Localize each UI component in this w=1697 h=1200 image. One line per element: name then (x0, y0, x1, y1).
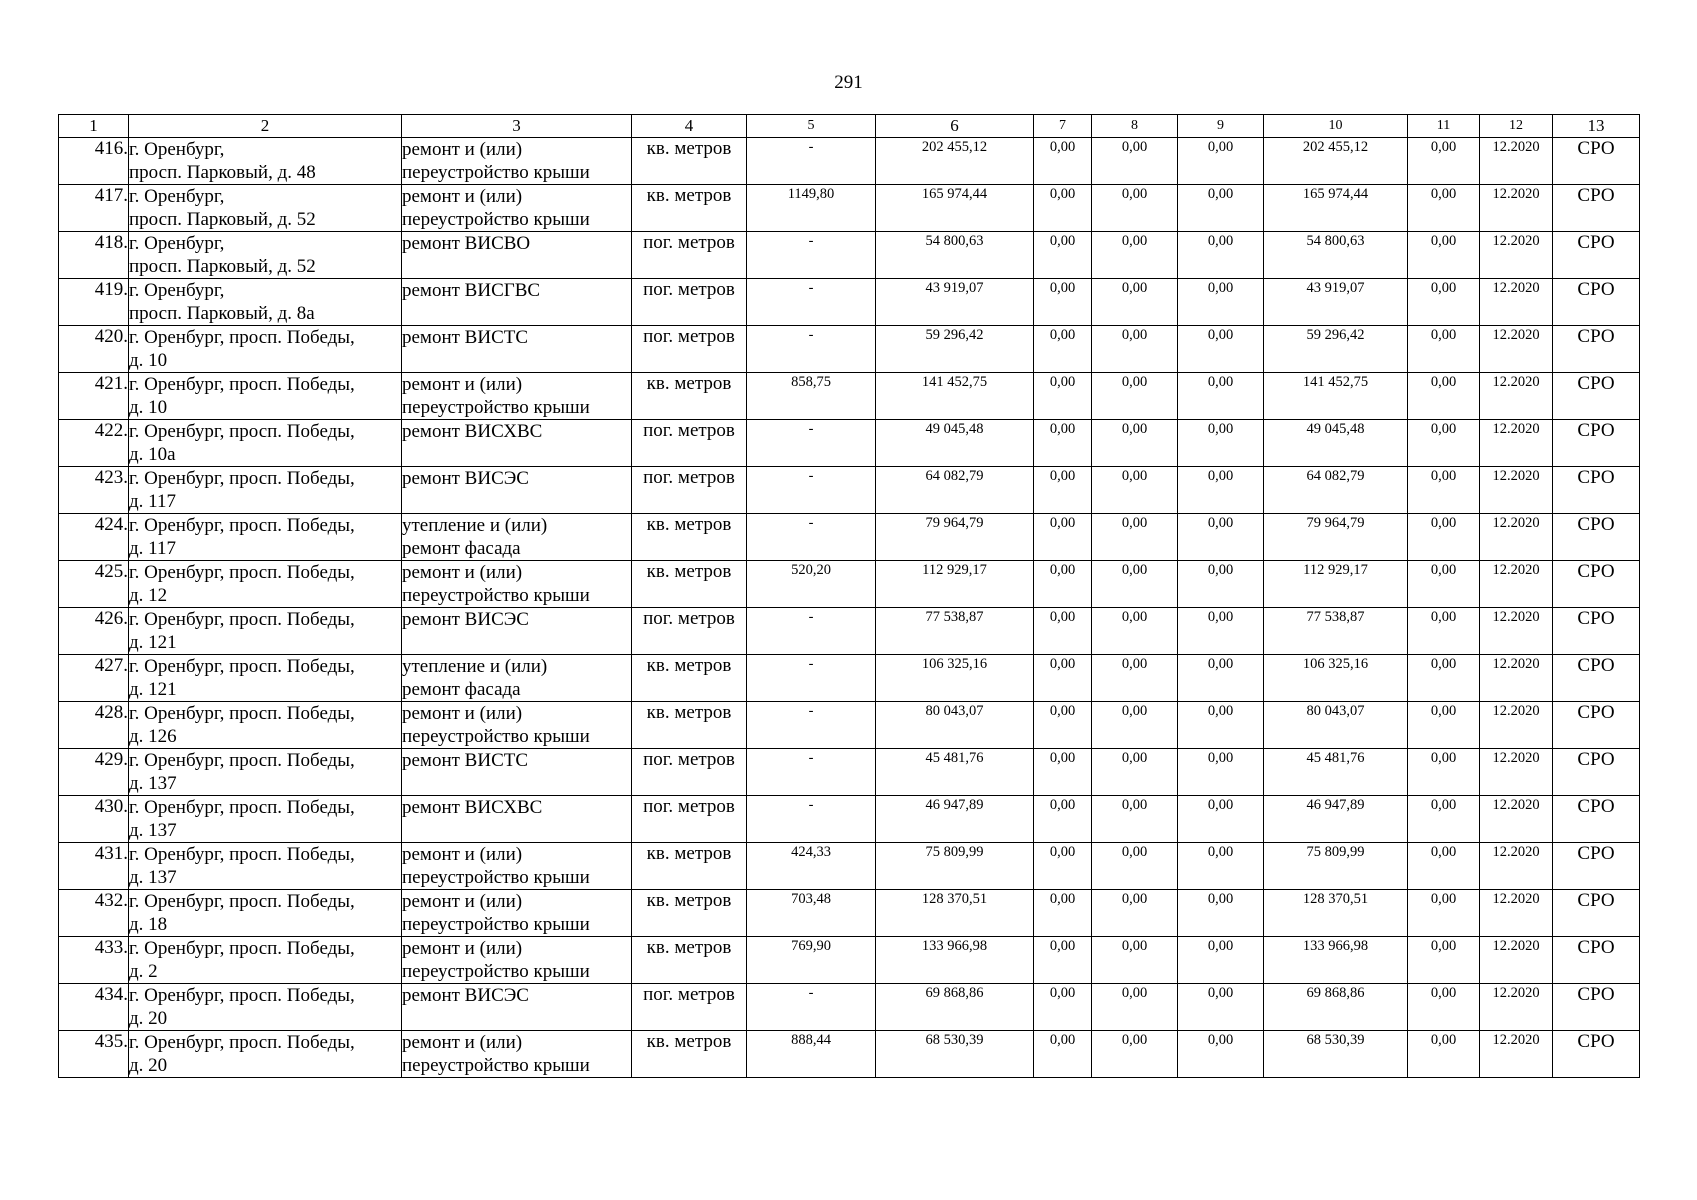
deadline-cell: 12.2020 (1480, 749, 1553, 796)
table-row (59, 561, 1640, 608)
col9-cell: 0,00 (1178, 749, 1264, 796)
col11-cell: 0,00 (1408, 326, 1480, 373)
col9-cell: 0,00 (1178, 984, 1264, 1031)
unit-cell: пог. метров (632, 749, 747, 796)
col10-cell: 69 868,86 (1264, 984, 1408, 1031)
work-type-cell: ремонт ВИСХВС (402, 796, 632, 843)
col8-cell: 0,00 (1092, 890, 1178, 937)
work-type-cell: ремонт ВИСТС (402, 749, 632, 796)
address-cell: г. Оренбург, просп. Победы, д. 10а (129, 420, 402, 467)
table-row (59, 138, 1640, 185)
unit-cell: кв. метров (632, 843, 747, 890)
executor-cell: СРО (1553, 749, 1640, 796)
col9-cell: 0,00 (1178, 279, 1264, 326)
volume-cell: - (747, 232, 876, 279)
col10-cell: 75 809,99 (1264, 843, 1408, 890)
volume-cell: - (747, 796, 876, 843)
col8-cell: 0,00 (1092, 843, 1178, 890)
volume-cell: - (747, 467, 876, 514)
row-number-cell: 416. (59, 138, 129, 185)
col9-cell: 0,00 (1178, 514, 1264, 561)
table-row (59, 279, 1640, 326)
address-cell: г. Оренбург, просп. Парковый, д. 8а (129, 279, 402, 326)
row-number-cell: 430. (59, 796, 129, 843)
volume-cell: 888,44 (747, 1031, 876, 1078)
col8-cell: 0,00 (1092, 749, 1178, 796)
table-row (59, 373, 1640, 420)
unit-cell: пог. метров (632, 279, 747, 326)
address-cell: г. Оренбург, просп. Победы, д. 10 (129, 326, 402, 373)
deadline-cell: 12.2020 (1480, 1031, 1553, 1078)
column-header-6: 6 (876, 115, 1034, 138)
executor-cell: СРО (1553, 890, 1640, 937)
col11-cell: 0,00 (1408, 1031, 1480, 1078)
col8-cell: 0,00 (1092, 514, 1178, 561)
col10-cell: 46 947,89 (1264, 796, 1408, 843)
volume-cell: - (747, 702, 876, 749)
col7-cell: 0,00 (1034, 749, 1092, 796)
col11-cell: 0,00 (1408, 279, 1480, 326)
executor-cell: СРО (1553, 326, 1640, 373)
volume-cell: 769,90 (747, 937, 876, 984)
executor-cell: СРО (1553, 373, 1640, 420)
col8-cell: 0,00 (1092, 984, 1178, 1031)
column-header-8: 8 (1092, 115, 1178, 138)
address-cell: г. Оренбург, просп. Победы, д. 137 (129, 749, 402, 796)
row-number-cell: 429. (59, 749, 129, 796)
table-row (59, 467, 1640, 514)
table-row (59, 232, 1640, 279)
table-row (59, 984, 1640, 1031)
row-number-cell: 434. (59, 984, 129, 1031)
cost-total-cell: 68 530,39 (876, 1031, 1034, 1078)
column-header-12: 12 (1480, 115, 1553, 138)
col7-cell: 0,00 (1034, 185, 1092, 232)
col10-cell: 64 082,79 (1264, 467, 1408, 514)
deadline-cell: 12.2020 (1480, 890, 1553, 937)
deadline-cell: 12.2020 (1480, 326, 1553, 373)
col9-cell: 0,00 (1178, 138, 1264, 185)
col11-cell: 0,00 (1408, 138, 1480, 185)
deadline-cell: 12.2020 (1480, 138, 1553, 185)
volume-cell: - (747, 655, 876, 702)
deadline-cell: 12.2020 (1480, 279, 1553, 326)
unit-cell: пог. метров (632, 420, 747, 467)
col11-cell: 0,00 (1408, 796, 1480, 843)
row-number-cell: 422. (59, 420, 129, 467)
col7-cell: 0,00 (1034, 467, 1092, 514)
deadline-cell: 12.2020 (1480, 655, 1553, 702)
col7-cell: 0,00 (1034, 420, 1092, 467)
col10-cell: 141 452,75 (1264, 373, 1408, 420)
col10-cell: 45 481,76 (1264, 749, 1408, 796)
col10-cell: 202 455,12 (1264, 138, 1408, 185)
unit-cell: кв. метров (632, 514, 747, 561)
volume-cell: - (747, 984, 876, 1031)
deadline-cell: 12.2020 (1480, 232, 1553, 279)
volume-cell: - (747, 420, 876, 467)
col9-cell: 0,00 (1178, 561, 1264, 608)
work-type-cell: ремонт ВИСГВС (402, 279, 632, 326)
work-type-cell: ремонт и (или) переустройство крыши (402, 1031, 632, 1078)
row-number-cell: 432. (59, 890, 129, 937)
col7-cell: 0,00 (1034, 984, 1092, 1031)
table-row (59, 749, 1640, 796)
col8-cell: 0,00 (1092, 796, 1178, 843)
work-type-cell: ремонт и (или) переустройство крыши (402, 561, 632, 608)
header-row (59, 115, 1640, 138)
executor-cell: СРО (1553, 561, 1640, 608)
col11-cell: 0,00 (1408, 373, 1480, 420)
address-cell: г. Оренбург, просп. Победы, д. 20 (129, 1031, 402, 1078)
row-number-cell: 417. (59, 185, 129, 232)
col11-cell: 0,00 (1408, 420, 1480, 467)
col11-cell: 0,00 (1408, 467, 1480, 514)
col8-cell: 0,00 (1092, 467, 1178, 514)
col9-cell: 0,00 (1178, 702, 1264, 749)
col10-cell: 59 296,42 (1264, 326, 1408, 373)
cost-total-cell: 54 800,63 (876, 232, 1034, 279)
unit-cell: кв. метров (632, 561, 747, 608)
work-type-cell: ремонт ВИСТС (402, 326, 632, 373)
row-number-cell: 427. (59, 655, 129, 702)
row-number-cell: 426. (59, 608, 129, 655)
cost-total-cell: 69 868,86 (876, 984, 1034, 1031)
work-type-cell: ремонт ВИСЭС (402, 984, 632, 1031)
address-cell: г. Оренбург, просп. Победы, д. 117 (129, 514, 402, 561)
work-type-cell: ремонт и (или) переустройство крыши (402, 937, 632, 984)
work-type-cell: ремонт ВИСВО (402, 232, 632, 279)
unit-cell: кв. метров (632, 373, 747, 420)
work-type-cell: ремонт ВИСЭС (402, 467, 632, 514)
work-type-cell: ремонт и (или) переустройство крыши (402, 843, 632, 890)
col7-cell: 0,00 (1034, 608, 1092, 655)
col8-cell: 0,00 (1092, 702, 1178, 749)
col11-cell: 0,00 (1408, 514, 1480, 561)
col10-cell: 106 325,16 (1264, 655, 1408, 702)
unit-cell: пог. метров (632, 608, 747, 655)
deadline-cell: 12.2020 (1480, 514, 1553, 561)
row-number-cell: 425. (59, 561, 129, 608)
cost-total-cell: 49 045,48 (876, 420, 1034, 467)
work-type-cell: ремонт и (или) переустройство крыши (402, 138, 632, 185)
executor-cell: СРО (1553, 138, 1640, 185)
volume-cell: 703,48 (747, 890, 876, 937)
column-header-11: 11 (1408, 115, 1480, 138)
col9-cell: 0,00 (1178, 937, 1264, 984)
col10-cell: 79 964,79 (1264, 514, 1408, 561)
work-type-cell: ремонт и (или) переустройство крыши (402, 702, 632, 749)
col9-cell: 0,00 (1178, 420, 1264, 467)
work-type-cell: ремонт и (или) переустройство крыши (402, 890, 632, 937)
executor-cell: СРО (1553, 796, 1640, 843)
executor-cell: СРО (1553, 655, 1640, 702)
row-number-cell: 421. (59, 373, 129, 420)
deadline-cell: 12.2020 (1480, 843, 1553, 890)
deadline-cell: 12.2020 (1480, 937, 1553, 984)
col10-cell: 77 538,87 (1264, 608, 1408, 655)
table-row (59, 185, 1640, 232)
col7-cell: 0,00 (1034, 937, 1092, 984)
unit-cell: пог. метров (632, 467, 747, 514)
col9-cell: 0,00 (1178, 1031, 1264, 1078)
col7-cell: 0,00 (1034, 279, 1092, 326)
work-type-cell: ремонт и (или) переустройство крыши (402, 185, 632, 232)
unit-cell: пог. метров (632, 232, 747, 279)
table-row (59, 514, 1640, 561)
column-header-7: 7 (1034, 115, 1092, 138)
unit-cell: пог. метров (632, 796, 747, 843)
column-header-5: 5 (747, 115, 876, 138)
table-row (59, 1031, 1640, 1078)
col7-cell: 0,00 (1034, 373, 1092, 420)
executor-cell: СРО (1553, 185, 1640, 232)
row-number-cell: 424. (59, 514, 129, 561)
address-cell: г. Оренбург, просп. Победы, д. 137 (129, 796, 402, 843)
executor-cell: СРО (1553, 984, 1640, 1031)
col7-cell: 0,00 (1034, 326, 1092, 373)
table-row (59, 420, 1640, 467)
cost-total-cell: 64 082,79 (876, 467, 1034, 514)
cost-total-cell: 141 452,75 (876, 373, 1034, 420)
deadline-cell: 12.2020 (1480, 185, 1553, 232)
col10-cell: 80 043,07 (1264, 702, 1408, 749)
cost-total-cell: 128 370,51 (876, 890, 1034, 937)
deadline-cell: 12.2020 (1480, 561, 1553, 608)
page-number: 291 (834, 72, 863, 93)
col11-cell: 0,00 (1408, 185, 1480, 232)
executor-cell: СРО (1553, 937, 1640, 984)
col11-cell: 0,00 (1408, 984, 1480, 1031)
table-row (59, 655, 1640, 702)
row-number-cell: 431. (59, 843, 129, 890)
col9-cell: 0,00 (1178, 608, 1264, 655)
col8-cell: 0,00 (1092, 1031, 1178, 1078)
volume-cell: 424,33 (747, 843, 876, 890)
col8-cell: 0,00 (1092, 185, 1178, 232)
address-cell: г. Оренбург, просп. Победы, д. 137 (129, 843, 402, 890)
volume-cell: 520,20 (747, 561, 876, 608)
executor-cell: СРО (1553, 1031, 1640, 1078)
executor-cell: СРО (1553, 232, 1640, 279)
cost-total-cell: 75 809,99 (876, 843, 1034, 890)
col9-cell: 0,00 (1178, 326, 1264, 373)
col10-cell: 112 929,17 (1264, 561, 1408, 608)
table-row (59, 843, 1640, 890)
cost-total-cell: 79 964,79 (876, 514, 1034, 561)
cost-total-cell: 45 481,76 (876, 749, 1034, 796)
address-cell: г. Оренбург, просп. Победы, д. 121 (129, 655, 402, 702)
col7-cell: 0,00 (1034, 655, 1092, 702)
address-cell: г. Оренбург, просп. Победы, д. 126 (129, 702, 402, 749)
col8-cell: 0,00 (1092, 608, 1178, 655)
col11-cell: 0,00 (1408, 749, 1480, 796)
executor-cell: СРО (1553, 279, 1640, 326)
col11-cell: 0,00 (1408, 890, 1480, 937)
unit-cell: кв. метров (632, 185, 747, 232)
column-header-9: 9 (1178, 115, 1264, 138)
table-row (59, 890, 1640, 937)
address-cell: г. Оренбург, просп. Победы, д. 18 (129, 890, 402, 937)
col9-cell: 0,00 (1178, 655, 1264, 702)
col8-cell: 0,00 (1092, 326, 1178, 373)
deadline-cell: 12.2020 (1480, 420, 1553, 467)
address-cell: г. Оренбург, просп. Победы, д. 117 (129, 467, 402, 514)
column-header-4: 4 (632, 115, 747, 138)
cost-total-cell: 46 947,89 (876, 796, 1034, 843)
executor-cell: СРО (1553, 608, 1640, 655)
col8-cell: 0,00 (1092, 138, 1178, 185)
deadline-cell: 12.2020 (1480, 467, 1553, 514)
unit-cell: кв. метров (632, 138, 747, 185)
col10-cell: 165 974,44 (1264, 185, 1408, 232)
unit-cell: кв. метров (632, 937, 747, 984)
unit-cell: пог. метров (632, 984, 747, 1031)
cost-total-cell: 112 929,17 (876, 561, 1034, 608)
col10-cell: 133 966,98 (1264, 937, 1408, 984)
col8-cell: 0,00 (1092, 561, 1178, 608)
cost-total-cell: 80 043,07 (876, 702, 1034, 749)
deadline-cell: 12.2020 (1480, 984, 1553, 1031)
column-header-1: 1 (59, 115, 129, 138)
col9-cell: 0,00 (1178, 890, 1264, 937)
col9-cell: 0,00 (1178, 373, 1264, 420)
deadline-cell: 12.2020 (1480, 702, 1553, 749)
col10-cell: 128 370,51 (1264, 890, 1408, 937)
col7-cell: 0,00 (1034, 702, 1092, 749)
address-cell: г. Оренбург, просп. Победы, д. 2 (129, 937, 402, 984)
col8-cell: 0,00 (1092, 373, 1178, 420)
col9-cell: 0,00 (1178, 232, 1264, 279)
row-number-cell: 428. (59, 702, 129, 749)
volume-cell: - (747, 514, 876, 561)
work-type-cell: ремонт ВИСЭС (402, 608, 632, 655)
unit-cell: пог. метров (632, 326, 747, 373)
address-cell: г. Оренбург, просп. Победы, д. 10 (129, 373, 402, 420)
column-header-10: 10 (1264, 115, 1408, 138)
col7-cell: 0,00 (1034, 232, 1092, 279)
executor-cell: СРО (1553, 843, 1640, 890)
col11-cell: 0,00 (1408, 608, 1480, 655)
col7-cell: 0,00 (1034, 514, 1092, 561)
cost-total-cell: 133 966,98 (876, 937, 1034, 984)
work-type-cell: утепление и (или) ремонт фасада (402, 655, 632, 702)
col7-cell: 0,00 (1034, 138, 1092, 185)
table-row (59, 702, 1640, 749)
table-row (59, 796, 1640, 843)
address-cell: г. Оренбург, просп. Победы, д. 20 (129, 984, 402, 1031)
row-number-cell: 419. (59, 279, 129, 326)
col10-cell: 49 045,48 (1264, 420, 1408, 467)
col10-cell: 43 919,07 (1264, 279, 1408, 326)
col11-cell: 0,00 (1408, 561, 1480, 608)
col11-cell: 0,00 (1408, 655, 1480, 702)
cost-total-cell: 77 538,87 (876, 608, 1034, 655)
col11-cell: 0,00 (1408, 702, 1480, 749)
col8-cell: 0,00 (1092, 279, 1178, 326)
work-type-cell: ремонт и (или) переустройство крыши (402, 373, 632, 420)
address-cell: г. Оренбург, просп. Парковый, д. 52 (129, 232, 402, 279)
cost-total-cell: 43 919,07 (876, 279, 1034, 326)
volume-cell: - (747, 279, 876, 326)
column-header-13: 13 (1553, 115, 1640, 138)
deadline-cell: 12.2020 (1480, 373, 1553, 420)
address-cell: г. Оренбург, просп. Победы, д. 121 (129, 608, 402, 655)
cost-total-cell: 202 455,12 (876, 138, 1034, 185)
unit-cell: кв. метров (632, 1031, 747, 1078)
cost-total-cell: 165 974,44 (876, 185, 1034, 232)
row-number-cell: 435. (59, 1031, 129, 1078)
col7-cell: 0,00 (1034, 796, 1092, 843)
col8-cell: 0,00 (1092, 937, 1178, 984)
table-row (59, 608, 1640, 655)
executor-cell: СРО (1553, 514, 1640, 561)
col7-cell: 0,00 (1034, 890, 1092, 937)
col8-cell: 0,00 (1092, 655, 1178, 702)
cost-total-cell: 59 296,42 (876, 326, 1034, 373)
col7-cell: 0,00 (1034, 843, 1092, 890)
volume-cell: - (747, 608, 876, 655)
executor-cell: СРО (1553, 420, 1640, 467)
col10-cell: 68 530,39 (1264, 1031, 1408, 1078)
col11-cell: 0,00 (1408, 937, 1480, 984)
table-body (59, 138, 1640, 1078)
col9-cell: 0,00 (1178, 796, 1264, 843)
volume-cell: 1149,80 (747, 185, 876, 232)
table-row (59, 937, 1640, 984)
volume-cell: - (747, 326, 876, 373)
cost-total-cell: 106 325,16 (876, 655, 1034, 702)
volume-cell: - (747, 749, 876, 796)
address-cell: г. Оренбург, просп. Победы, д. 12 (129, 561, 402, 608)
row-number-cell: 418. (59, 232, 129, 279)
deadline-cell: 12.2020 (1480, 796, 1553, 843)
col11-cell: 0,00 (1408, 232, 1480, 279)
column-header-2: 2 (129, 115, 402, 138)
col7-cell: 0,00 (1034, 561, 1092, 608)
volume-cell: - (747, 138, 876, 185)
unit-cell: кв. метров (632, 702, 747, 749)
row-number-cell: 423. (59, 467, 129, 514)
executor-cell: СРО (1553, 467, 1640, 514)
col9-cell: 0,00 (1178, 843, 1264, 890)
address-cell: г. Оренбург, просп. Парковый, д. 52 (129, 185, 402, 232)
repair-program-table (58, 114, 1640, 1078)
unit-cell: кв. метров (632, 655, 747, 702)
col9-cell: 0,00 (1178, 467, 1264, 514)
col8-cell: 0,00 (1092, 420, 1178, 467)
unit-cell: кв. метров (632, 890, 747, 937)
column-header-3: 3 (402, 115, 632, 138)
col10-cell: 54 800,63 (1264, 232, 1408, 279)
volume-cell: 858,75 (747, 373, 876, 420)
col7-cell: 0,00 (1034, 1031, 1092, 1078)
work-type-cell: утепление и (или) ремонт фасада (402, 514, 632, 561)
row-number-cell: 420. (59, 326, 129, 373)
address-cell: г. Оренбург, просп. Парковый, д. 48 (129, 138, 402, 185)
row-number-cell: 433. (59, 937, 129, 984)
col9-cell: 0,00 (1178, 185, 1264, 232)
col11-cell: 0,00 (1408, 843, 1480, 890)
deadline-cell: 12.2020 (1480, 608, 1553, 655)
col8-cell: 0,00 (1092, 232, 1178, 279)
executor-cell: СРО (1553, 702, 1640, 749)
work-type-cell: ремонт ВИСХВС (402, 420, 632, 467)
table-row (59, 326, 1640, 373)
